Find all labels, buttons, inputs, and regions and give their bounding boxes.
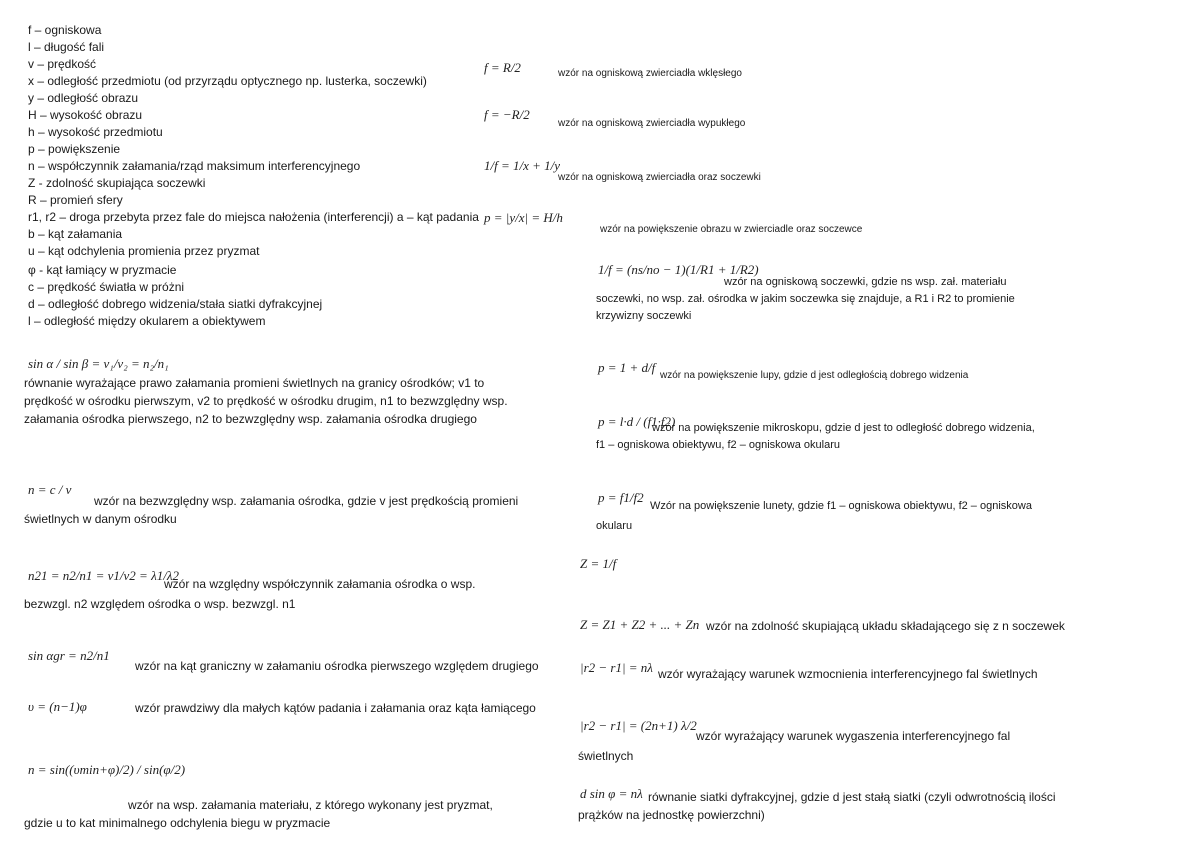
telescope-desc: Wzór na powiększenie lunety, gdzie f1 – ogniskowa obiektywu, f2 – ogniskowa okularu — [596, 500, 1032, 532]
telescope-formula: p = f1/f2 — [598, 490, 644, 505]
def-item: c – prędkość światła w próżni — [28, 280, 185, 294]
constructive-formula: |r2 − r1| = nλ — [580, 660, 653, 675]
snell-desc: równanie wyrażające prawo załamania promieni świetlnych na granicy ośrodków; v1 to prędkość w ośrodku pierwszym, v2 to prędkość w ośrodku drugim, n1 to bezwzględny wsp. załamania ośrodka pierwszego, n2 to bezwzględny wsp. załamania ośrodka drugiego — [24, 376, 508, 426]
magnification-desc: wzór na powiększenie obrazu w zwierciadle oraz soczewce — [600, 224, 863, 235]
rel-index-formula: n21 = n2/n1 = v1/v2 = λ1/λ2 — [28, 568, 179, 583]
microscope-desc: wzór na powiększenie mikroskopu, gdzie d jest to odległość dobrego widzenia, f1 – ogniskowa obiektywu, f2 – ogniskowa okularu — [596, 422, 1035, 451]
def-item: x – odległość przedmiotu (od przyrządu optycznego np. lusterka, soczewki) — [28, 74, 427, 88]
power-formula: Z = 1/f — [580, 556, 617, 571]
grating-desc: równanie siatki dyfrakcyjnej, gdzie d jest stałą siatki (czyli odwrotnością ilości prążków na jednostkę powierzchni) — [578, 790, 1056, 822]
def-item: y – odległość obrazu — [28, 91, 139, 105]
def-item: h – wysokość przedmiotu — [28, 125, 163, 139]
def-item: f – ogniskowa — [28, 23, 102, 37]
grating-formula: d sin φ = nλ — [580, 786, 643, 801]
destructive-desc: wzór wyrażający warunek wygaszenia interferencyjnego fal świetlnych — [578, 729, 1011, 763]
def-item: p – powiększenie — [28, 142, 121, 156]
power-sum-formula: Z = Z1 + Z2 + ... + Zn — [580, 617, 700, 632]
loupe-formula: p = 1 + d/f — [598, 360, 656, 375]
def-item: r1, r2 – droga przebyta przez fale do miejsca nałożenia (interferencji) a – kąt padania — [28, 210, 479, 224]
destructive-formula: |r2 − r1| = (2n+1) λ/2 — [580, 718, 697, 733]
def-item: u – kąt odchylenia promienia przez pryzmat — [28, 244, 260, 258]
magnification-formula: p = |y/x| = H/h — [484, 210, 563, 225]
def-item: Z - zdolność skupiająca soczewki — [28, 176, 206, 190]
def-item: d – odległość dobrego widzenia/stała siatki dyfrakcyjnej — [28, 297, 323, 311]
def-item: n – współczynnik załamania/rząd maksimum interferencyjnego — [28, 159, 361, 173]
critical-desc: wzór na kąt graniczny w załamaniu ośrodka pierwszego względem drugiego — [135, 659, 539, 673]
def-item: v – prędkość — [28, 57, 97, 71]
concave-desc: wzór na ogniskową zwierciadła wklęsłego — [558, 68, 742, 79]
rel-index-desc: wzór na względny współczynnik załamania ośrodka o wsp. bezwzgl. n2 względem ośrodka o wsp. bezwzgl. n1 — [24, 577, 476, 611]
critical-formula: sin αgr = n2/n1 — [28, 648, 110, 663]
def-item: H – wysokość obrazu — [28, 108, 143, 122]
def-item: l – długość fali — [28, 40, 105, 54]
def-item: b – kąt załamania — [28, 227, 123, 241]
def-item: l – odległość między okularem a obiektywem — [28, 314, 266, 328]
microscope-formula: p = l·d / (f1·f2) — [598, 414, 676, 429]
abs-index-desc: wzór na bezwzględny wsp. załamania ośrodka, gdzie v jest prędkością promieni świetlnych w danym ośrodku — [24, 494, 519, 526]
small-angle-desc: wzór prawdziwy dla małych kątów padania i załamania oraz kąta łamiącego — [135, 701, 536, 715]
abs-index-formula: n = c / v — [28, 482, 72, 497]
constructive-desc: wzór wyrażający warunek wzmocnienia interferencyjnego fal świetlnych — [658, 667, 1038, 681]
concave-formula: f = R/2 — [484, 60, 521, 75]
def-item: R – promień sfery — [28, 193, 123, 207]
power-sum-desc: wzór na zdolność skupiającą układu składającego się z n soczewek — [706, 619, 1065, 633]
snell-formula: sin α / sin β = v₁/v₂ = n₂/n₁ — [28, 356, 169, 371]
convex-formula: f = −R/2 — [484, 107, 530, 122]
loupe-desc: wzór na powiększenie lupy, gdzie d jest odległością dobrego widzenia — [660, 370, 969, 381]
small-angle-formula: υ = (n−1)φ — [28, 699, 87, 714]
mirror-lens-formula: 1/f = 1/x + 1/y — [484, 158, 561, 173]
lensmaker-formula: 1/f = (ns/no − 1)(1/R1 + 1/R2) — [598, 262, 759, 277]
lensmaker-desc: wzór na ogniskową soczewki, gdzie ns wsp. zał. materiału soczewki, no wsp. zał. ośrodka w jakim soczewka się znajduje, a R1 i R2 to promienie krzywizny soczewki — [596, 276, 1015, 322]
mirror-lens-desc: wzór na ogniskową zwierciadła oraz soczewki — [558, 172, 761, 183]
convex-desc: wzór na ogniskową zwierciadła wypukłego — [558, 118, 746, 129]
prism-formula: n = sin((υmin+φ)/2) / sin(φ/2) — [28, 762, 186, 777]
def-item: φ - kąt łamiący w pryzmacie — [28, 263, 177, 277]
prism-desc: wzór na wsp. załamania materiału, z którego wykonany jest pryzmat, gdzie u to kat minimalnego odchylenia biegu w pryzmacie — [24, 798, 493, 830]
